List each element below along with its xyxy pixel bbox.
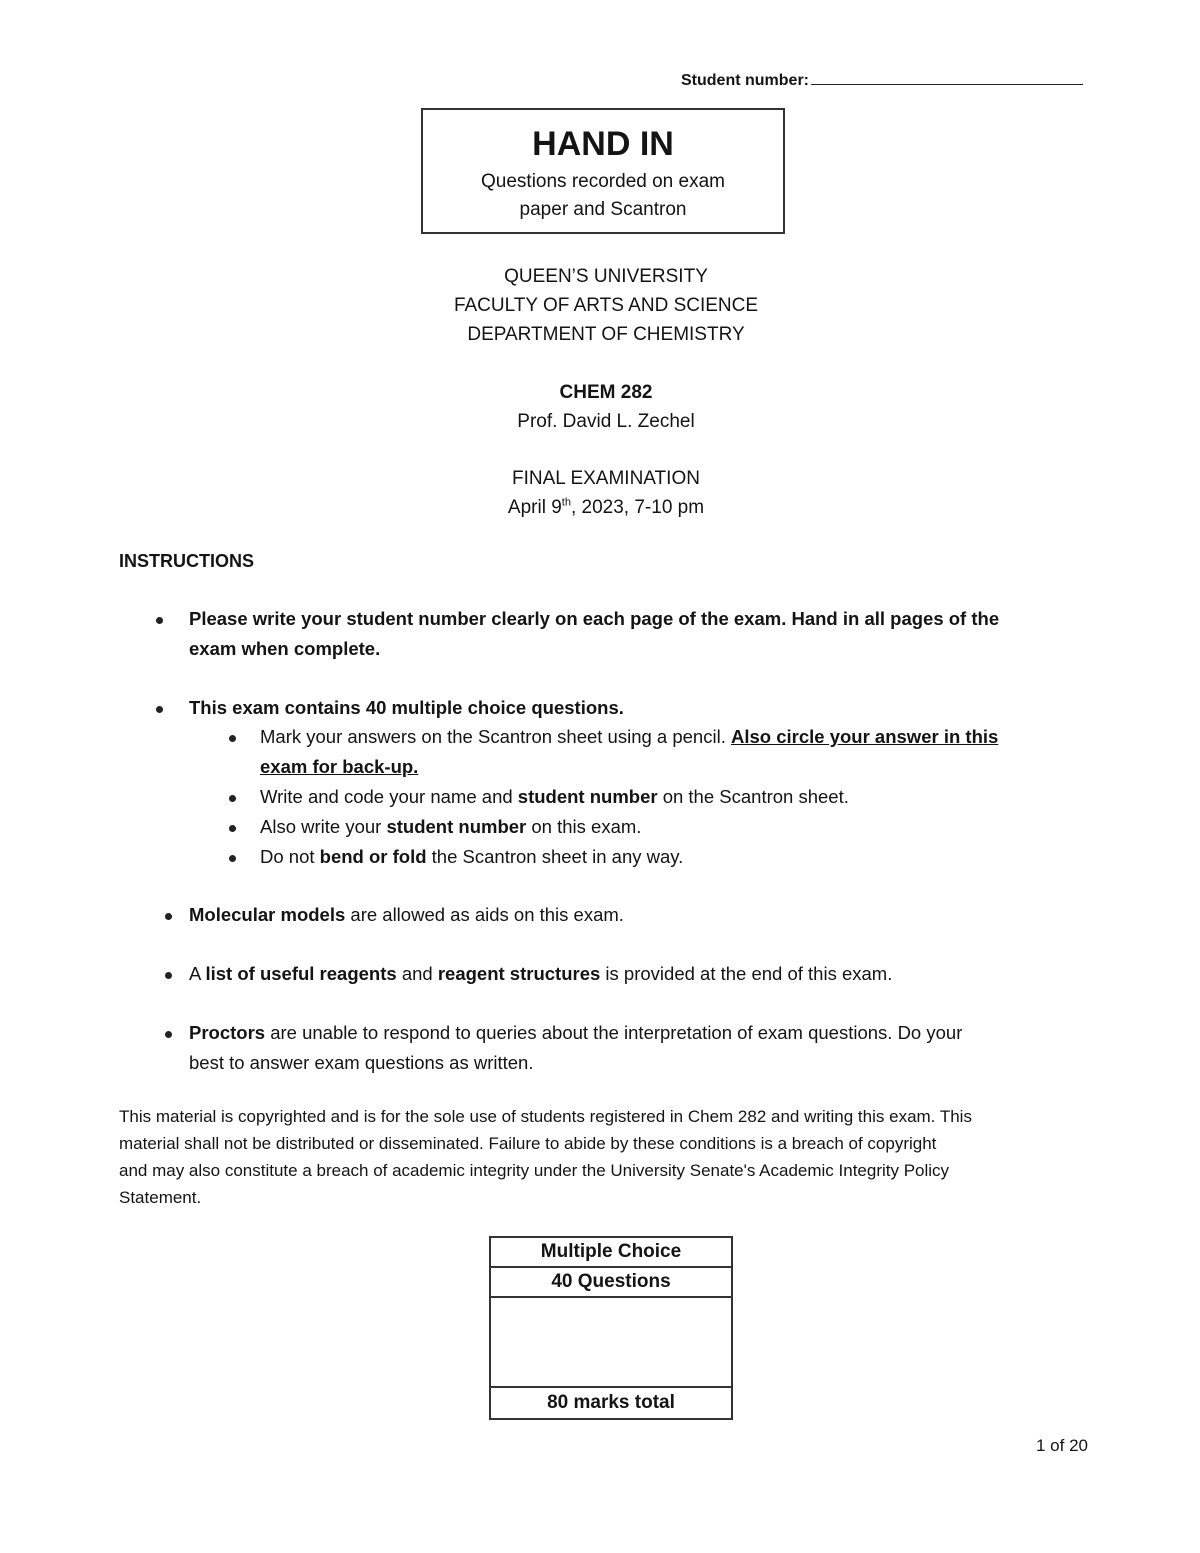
instruction-text: A [189, 963, 206, 984]
student-number-blank[interactable] [811, 70, 1083, 85]
instruction-text: and [396, 963, 438, 984]
exam-date-rest: , 2023, 7-10 pm [570, 497, 705, 518]
instruction-emphasis: list of useful reagents [205, 963, 397, 984]
marks-table-total: 80 marks total [490, 1387, 732, 1419]
instruction-text: are allowed as aids on this exam. [345, 904, 624, 925]
bullet-dot [229, 825, 236, 832]
hand-in-box [421, 108, 785, 234]
hand-in-line-2: paper and Scantron [519, 199, 687, 220]
hand-in-title: HAND IN [532, 125, 674, 163]
subinstruction-text: Also write your [260, 816, 387, 837]
course-block [300, 378, 912, 436]
faculty-name: FACULTY OF ARTS AND SCIENCE [453, 295, 759, 316]
bullet-dot [229, 795, 236, 802]
subinstruction-code-name [260, 782, 849, 812]
hand-in-subtitle [423, 168, 783, 224]
instruction-line: exam when complete. [189, 638, 381, 659]
page-number: 1 of 20 [1036, 1436, 1088, 1455]
subinstruction-text: Write and code your name and [260, 786, 518, 807]
exam-date-suffix: th [561, 496, 571, 509]
marks-table-question-count: 40 Questions [490, 1267, 732, 1297]
university-name: QUEEN’S UNIVERSITY [504, 266, 708, 287]
subinstruction-mark-answers [260, 722, 998, 782]
bullet-dot [165, 913, 172, 920]
subinstruction-emphasis: bend or fold [319, 846, 427, 867]
instruction-line: This exam contains 40 multiple choice questions. [189, 697, 624, 718]
copyright-notice [119, 1103, 1101, 1211]
instruction-text: best to answer exam questions as written. [189, 1052, 534, 1073]
subinstruction-text: on the Scantron sheet. [657, 786, 849, 807]
subinstruction-no-fold [260, 842, 683, 872]
exam-date-day: April 9 [507, 497, 562, 518]
department-name: DEPARTMENT OF CHEMISTRY [467, 324, 745, 345]
copyright-line: This material is copyrighted and is for the sole use of students registered in Chem 282 and writing this exam. This [119, 1107, 972, 1126]
hand-in-line-1: Questions recorded on exam [481, 171, 725, 192]
instruction-question-count [189, 693, 624, 723]
subinstruction-write-number [260, 812, 641, 842]
bullet-dot [229, 735, 236, 742]
bullet-dot [165, 1031, 172, 1038]
instruction-student-number [189, 604, 999, 664]
instruction-text: is provided at the end of this exam. [600, 963, 893, 984]
bullet-dot [156, 706, 163, 713]
instruction-proctors [189, 1018, 962, 1078]
subinstruction-emphasis: student number [386, 816, 527, 837]
instruction-emphasis: Molecular models [189, 904, 346, 925]
copyright-line: and may also constitute a breach of academic integrity under the University Senate's Academic Integrity Policy [119, 1161, 950, 1180]
student-number-label: Student number: [681, 72, 809, 89]
subinstruction-emphasis: Also circle your answer in this [730, 726, 999, 747]
subinstruction-text: on this exam. [526, 816, 642, 837]
subinstruction-emphasis: student number [517, 786, 658, 807]
instruction-emphasis: reagent structures [437, 963, 601, 984]
copyright-line: material shall not be distributed or disseminated. Failure to abide by these conditions is a breach of copyright [119, 1134, 937, 1153]
instruction-molecular-models [189, 900, 624, 930]
marks-table-score-box[interactable] [490, 1297, 732, 1387]
subinstruction-emphasis: exam for back-up. [260, 756, 419, 777]
instruction-line: Please write your student number clearly on each page of the exam. Hand in all pages of the [189, 608, 1000, 629]
subinstruction-text: Mark your answers on the Scantron sheet using a pencil. [260, 726, 731, 747]
exam-date [300, 493, 912, 522]
subinstruction-text: the Scantron sheet in any way. [426, 846, 684, 867]
bullet-dot [165, 972, 172, 979]
instruction-emphasis: Proctors [189, 1022, 266, 1043]
instructions-heading: INSTRUCTIONS [119, 551, 254, 571]
bullet-dot [229, 855, 236, 862]
exam-title: FINAL EXAMINATION [512, 468, 700, 489]
copyright-line: Statement. [119, 1188, 202, 1207]
exam-block [300, 464, 912, 522]
course-code: CHEM 282 [559, 382, 653, 403]
bullet-dot [156, 617, 163, 624]
subinstruction-text: Do not [260, 846, 320, 867]
instruction-text: are unable to respond to queries about the interpretation of exam questions. Do your [265, 1022, 963, 1043]
marks-table-section: Multiple Choice [490, 1237, 732, 1267]
marks-table [489, 1236, 733, 1420]
instruction-reagents [189, 959, 892, 989]
institution-block [300, 262, 912, 349]
professor-name: Prof. David L. Zechel [517, 411, 695, 432]
student-number-field[interactable] [681, 70, 1083, 90]
